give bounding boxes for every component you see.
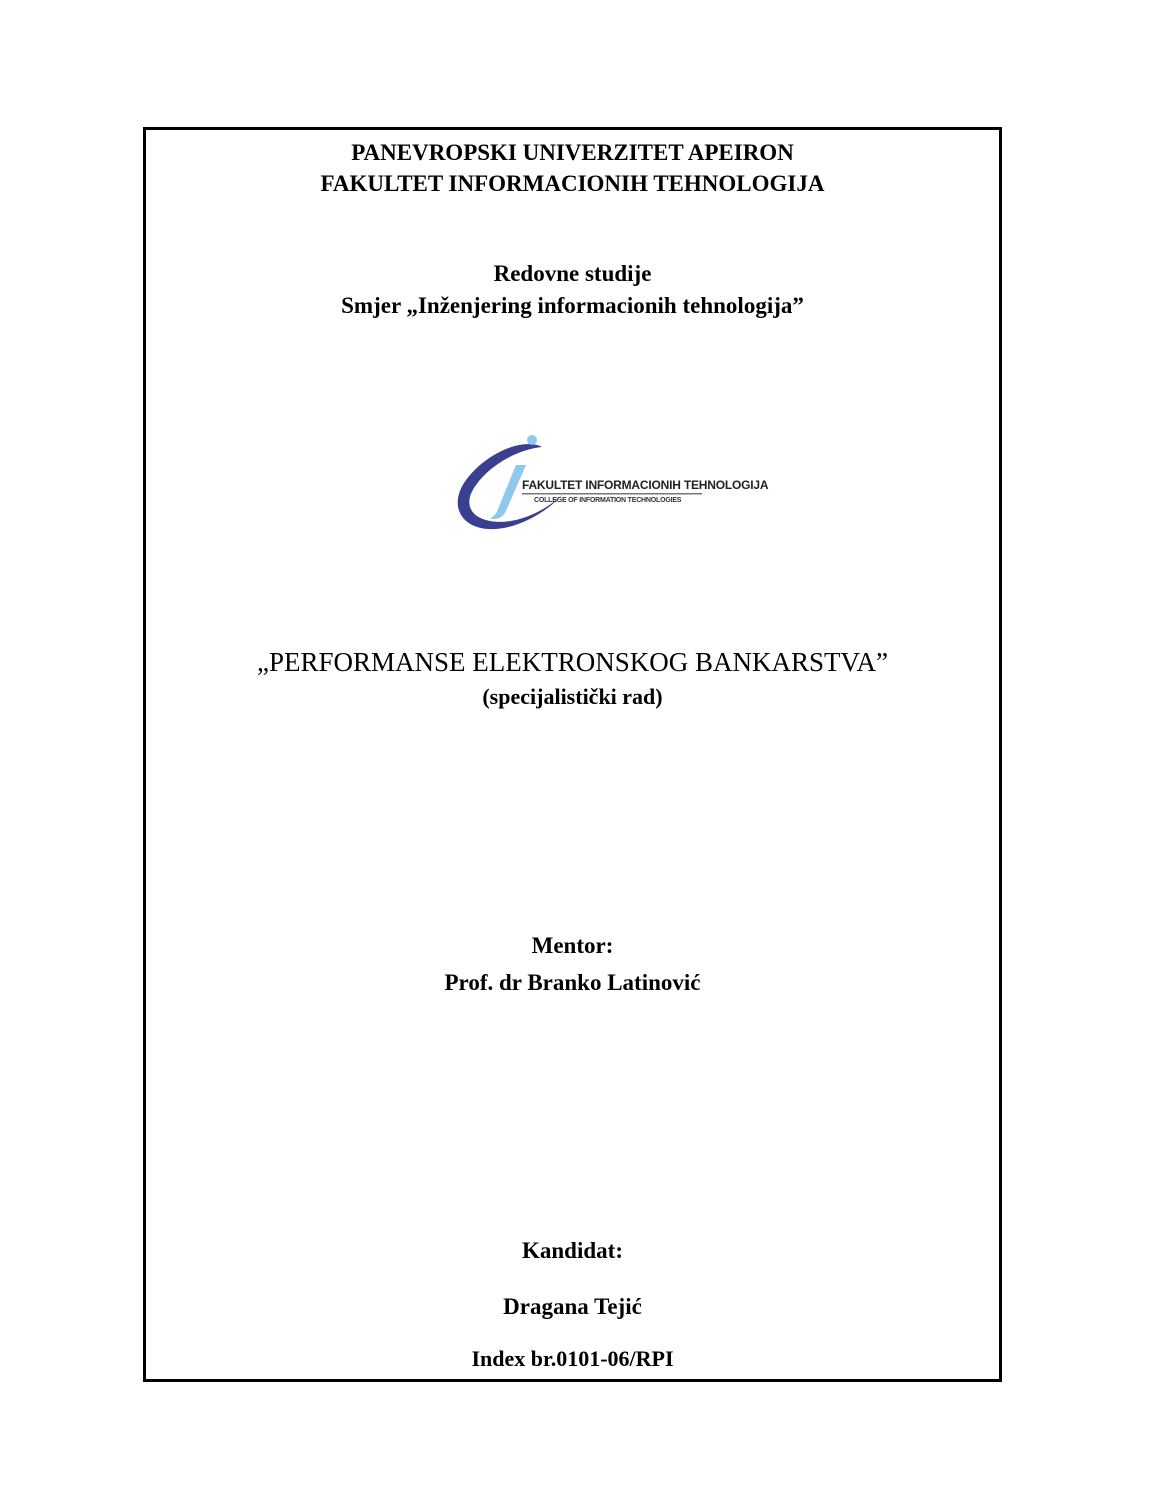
logo-english-line: COLLEGE OF INFORMATION TECHNOLOGIES xyxy=(534,497,682,504)
study-type: Redovne studije xyxy=(493,261,652,286)
mentor-name: Prof. dr Branko Latinović xyxy=(444,970,701,995)
thesis-type: (specijalistički rad) xyxy=(482,684,663,709)
candidate-index: Index br.0101-06/RPI xyxy=(471,1346,674,1371)
faculty-logo xyxy=(454,435,769,531)
candidate-label: Kandidat: xyxy=(522,1238,623,1263)
cover-frame xyxy=(143,127,1002,1382)
faculty-name: FAKULTET INFORMACIONIH TEHNOLOGIJA xyxy=(320,171,825,196)
university-name: PANEVROPSKI UNIVERZITET APEIRON xyxy=(351,140,794,165)
candidate-name: Dragana Tejić xyxy=(503,1294,642,1319)
mentor-label: Mentor: xyxy=(531,933,614,958)
thesis-title: „PERFORMANSE ELEKTRONSKOG BANKARSTVA” xyxy=(256,647,889,677)
study-track: Smjer „Inženjering informacionih tehnologija” xyxy=(341,293,804,318)
logo-name-line: FAKULTET INFORMACIONIH TEHNOLOGIJA xyxy=(522,478,769,492)
